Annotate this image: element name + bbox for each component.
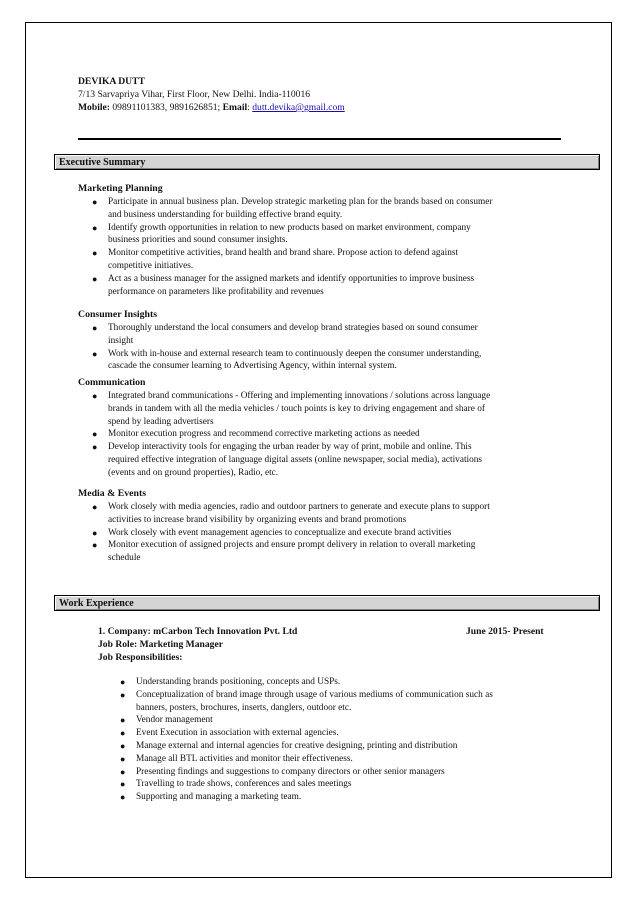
address: 7/13 Sarvapriya Vihar, First Floor, New Delhi. India-110016	[78, 89, 311, 100]
bullet-text-line: competitive initiatives.	[108, 260, 194, 271]
bullet-text-line: schedule	[108, 553, 141, 564]
bullet-icon: ●	[92, 527, 98, 538]
summary-bullet-item	[90, 539, 550, 565]
bullet-icon: ●	[92, 197, 98, 207]
bullet-icon: ●	[120, 715, 126, 726]
mobile-value: 09891101383, 9891626851;	[109, 102, 223, 113]
job-responsibilities-list	[118, 676, 568, 804]
summary-subheading: Media & Events	[78, 488, 147, 499]
bullet-text-line: Identify growth opportunities in relation to new products based on market environment, company	[108, 222, 471, 233]
bullet-icon: ●	[120, 779, 126, 790]
bullet-text-line: and business understanding for building effective brand equity.	[108, 209, 343, 220]
summary-bullet-list	[90, 501, 550, 565]
bullet-icon: ●	[120, 689, 126, 700]
bullet-text-line: Manage external and internal agencies for creative designing, printing and distribution	[136, 740, 458, 751]
bullet-icon: ●	[120, 792, 126, 803]
bullet-text-line: Participate in annual business plan. Develop strategic marketing plan for the brands based on consumer	[108, 197, 493, 207]
bullet-icon: ●	[92, 273, 98, 284]
summary-bullet-item	[90, 527, 550, 540]
job-bullet-item	[118, 727, 568, 740]
bullet-icon: ●	[92, 391, 98, 401]
job-company: 1. Company: mCarbon Tech Innovation Pvt. Ltd	[98, 626, 298, 637]
bullet-text-line: banners, posters, brochures, inserts, danglers, outdoor etc.	[136, 702, 352, 713]
summary-bullet-item	[90, 247, 550, 273]
job-bullet-item	[118, 778, 568, 791]
job-bullet-item	[118, 689, 568, 715]
bullet-icon: ●	[120, 753, 126, 764]
bullet-icon: ●	[92, 540, 98, 551]
summary-bullet-item	[90, 501, 550, 527]
candidate-name: DEVIKA DUTT	[78, 76, 145, 87]
email-colon: :	[247, 102, 253, 113]
bullet-icon: ●	[92, 442, 98, 453]
contact-line	[78, 102, 345, 114]
job-bullet-item	[118, 740, 568, 753]
bullet-text-line: Conceptualization of brand image through usage of various mediums of communication such as	[136, 689, 493, 700]
section-title: Executive Summary	[59, 157, 146, 168]
section-work-experience	[54, 595, 600, 611]
bullet-text-line: Work with in-house and external research team to continuously deepen the consumer understanding,	[108, 348, 482, 359]
bullet-text-line: Travelling to trade shows, conferences and sales meetings	[136, 779, 352, 790]
summary-subheading: Consumer Insights	[78, 309, 158, 320]
bullet-text-line: Monitor execution progress and recommend corrective marketing actions as needed	[108, 429, 420, 440]
summary-bullet-item	[90, 273, 550, 299]
job-bullet-item	[118, 753, 568, 766]
bullet-text-line: Work closely with event management agencies to conceptualize and execute brand activities	[108, 527, 452, 538]
job-bullet-item	[118, 676, 568, 689]
summary-bullet-item	[90, 348, 550, 374]
bullet-text-line: required effective integration of language digital assets (online newspaper, social media), activations	[108, 454, 483, 465]
bullet-text-line: insight	[108, 335, 134, 346]
bullet-icon: ●	[92, 502, 98, 512]
job-bullet-item	[118, 791, 568, 804]
bullet-text-line: Manage all BTL activities and monitor their effectiveness.	[136, 753, 353, 764]
bullet-icon: ●	[120, 766, 126, 777]
summary-bullet-item	[90, 322, 550, 348]
bullet-text-line: Develop interactivity tools for engaging the urban reader by way of print, mobile and online. This	[108, 442, 472, 453]
bullet-text-line: Presenting findings and suggestions to company directors or other senior managers	[136, 766, 445, 777]
bullet-text-line: spend by leading advertisers	[108, 416, 214, 427]
bullet-text-line: Understanding brands positioning, concepts and USPs.	[136, 677, 341, 687]
summary-bullet-list	[90, 322, 550, 373]
bullet-icon: ●	[92, 323, 98, 333]
job-bullet-item	[118, 766, 568, 779]
section-executive-summary	[54, 154, 600, 170]
summary-subheading: Marketing Planning	[78, 183, 163, 194]
summary-bullet-list	[90, 390, 550, 480]
bullet-text-line: cascade the consumer learning to Advertising Agency, within internal system.	[108, 361, 397, 372]
email-link[interactable]: dutt.devika@gmail.com	[252, 102, 345, 113]
bullet-text-line: Thoroughly understand the local consumers and develop brand strategies based on sound consumer	[108, 323, 478, 333]
summary-bullet-list	[90, 196, 550, 298]
bullet-icon: ●	[92, 348, 98, 359]
bullet-text-line: Act as a business manager for the assigned markets and identify opportunities to improve business	[108, 273, 475, 284]
job-role: Job Role: Marketing Manager	[98, 639, 223, 650]
mobile-label: Mobile:	[78, 102, 110, 113]
bullet-text-line: performance on parameters like profitability and revenues	[108, 286, 324, 297]
bullet-text-line: brands in tandem with all the media vehicles / touch points is key to driving engagement and share of	[108, 403, 485, 414]
bullet-text-line: Monitor competitive activities, brand health and brand share. Propose action to defend against	[108, 248, 459, 259]
summary-bullet-item	[90, 390, 550, 428]
email-label: Email	[222, 102, 248, 113]
bullet-icon: ●	[92, 222, 98, 233]
job-responsibilities-heading: Job Responsibilities:	[98, 652, 183, 663]
header-divider	[78, 138, 561, 140]
bullet-text-line: Event Execution in association with external agencies.	[136, 728, 339, 739]
bullet-icon: ●	[92, 429, 98, 440]
bullet-text-line: Integrated brand communications - Offering and implementing innovations / solutions across language	[108, 391, 491, 401]
summary-bullet-item	[90, 196, 550, 222]
bullet-text-line: Vendor management	[136, 715, 213, 726]
summary-bullet-item	[90, 441, 550, 479]
bullet-icon: ●	[120, 728, 126, 739]
job-bullet-item	[118, 714, 568, 727]
bullet-text-line: Supporting and managing a marketing team.	[136, 792, 302, 803]
bullet-text-line: business priorities and sound consumer insights.	[108, 235, 288, 246]
section-title: Work Experience	[59, 598, 134, 609]
summary-bullet-item	[90, 222, 550, 248]
bullet-icon: ●	[120, 740, 126, 751]
bullet-text-line: Monitor execution of assigned projects and ensure prompt delivery in relation to overall marketing	[108, 540, 476, 551]
bullet-text-line: (events and on ground properties), Radio, etc.	[108, 467, 279, 478]
bullet-icon: ●	[120, 677, 126, 687]
bullet-text-line: Work closely with media agencies, radio and outdoor partners to generate and execute plans to support	[108, 502, 490, 512]
bullet-text-line: activities to increase brand visibility by organizing events and brand promotions	[108, 514, 407, 525]
bullet-icon: ●	[92, 248, 98, 259]
job-dates: June 2015- Present	[466, 626, 544, 637]
summary-bullet-item	[90, 428, 550, 441]
summary-subheading: Communication	[78, 377, 146, 388]
